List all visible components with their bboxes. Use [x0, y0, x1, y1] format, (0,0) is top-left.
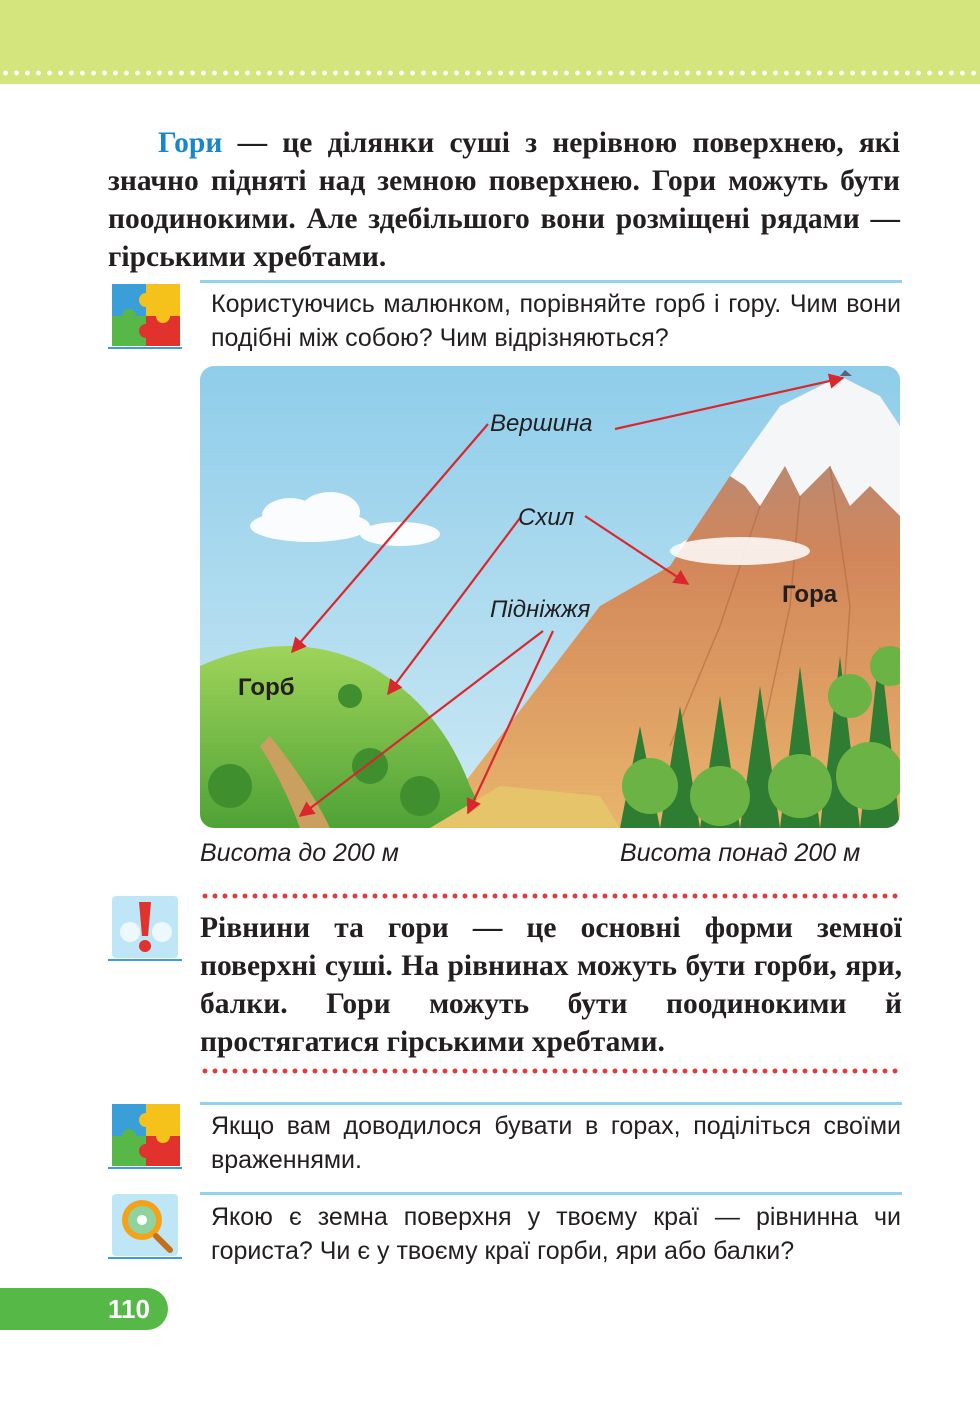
term-mountains: Гори [158, 127, 223, 159]
label-slope: Схил [518, 504, 575, 531]
hill-mountain-illustration [200, 366, 900, 828]
task3-text: Якою є земна поверхня у твоєму краї — рівнинна чи гориста? Чи є у твоєму краї горби, яри або балки? [211, 1203, 901, 1265]
label-mountain: Гора [782, 581, 838, 608]
task3-rule [200, 1192, 902, 1195]
puzzle-icon [108, 1100, 182, 1170]
label-hill: Горб [238, 674, 295, 701]
label-summit: Вершина [490, 410, 593, 437]
key-fact-top-dots [200, 893, 902, 899]
caption-hill-height: Висота до 200 м [200, 839, 399, 867]
page-number: 110 [108, 1294, 150, 1324]
key-fact-bottom-dots [200, 1068, 902, 1074]
puzzle-icon [108, 280, 182, 350]
header-dotted-line [0, 70, 980, 76]
key-fact-text: Рівнини та гори — це основні форми земної поверхні суші. На рівнинах можуть бути горби, яри, балки. Гори можуть бути поодинокими й простягатися гірськими хребтами. [200, 912, 902, 1058]
magnifier-icon [108, 1190, 182, 1260]
label-foot: Підніжжя [490, 596, 591, 623]
task1-rule [200, 280, 902, 283]
intro-paragraph [108, 124, 900, 276]
task2-text: Якщо вам доводилося бувати в горах, поділіться своїми враженнями. [211, 1112, 901, 1174]
exclamation-icon [108, 892, 182, 962]
caption-mountain-height: Висота понад 200 м [620, 839, 861, 867]
task2-rule [200, 1102, 902, 1105]
intro-text: — це ділянки суші з нерівною поверхнею, які значно підняті над земною поверхнею. Гори можуть бути поодинокими. Але здебільшого вони розміщені рядами — гірськими хребтами. [108, 127, 900, 273]
task1-text: Користуючись малюнком, порівняйте горб і гору. Чим вони подібні між собою? Чим відрізняються? [211, 290, 901, 352]
